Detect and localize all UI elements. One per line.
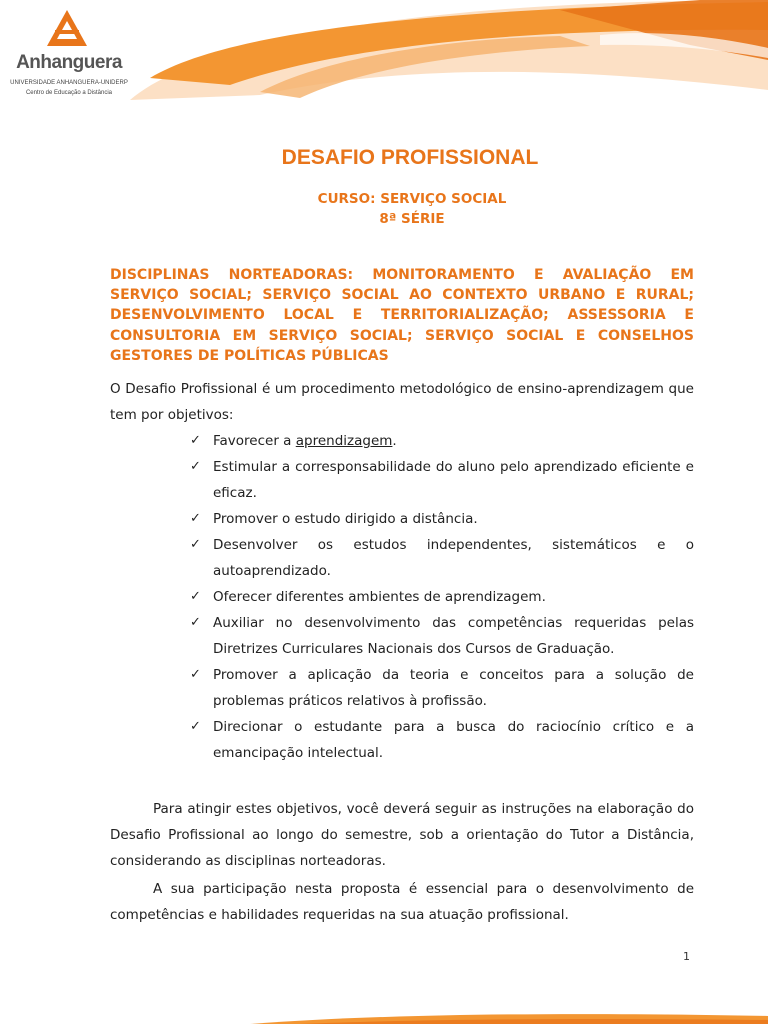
list-item xyxy=(190,714,694,766)
checkmark-icon: ✓ xyxy=(190,615,201,630)
list-item xyxy=(190,662,694,714)
objective-text-start: Favorecer a xyxy=(213,433,296,449)
checkmark-icon: ✓ xyxy=(190,719,201,734)
objective-text: Estimular a corresponsabilidade do aluno pelo aprendizado eficiente e eficaz. xyxy=(213,459,694,501)
series-heading: 8ª SÉRIE xyxy=(379,211,445,227)
checkmark-icon: ✓ xyxy=(190,667,201,682)
brand-university: UNIVERSIDADE ANHANGUERA-UNIDERP xyxy=(10,80,128,86)
checkmark-icon: ✓ xyxy=(190,511,201,526)
intro-paragraph: O Desafio Profissional é um procedimento metodológico de ensino-aprendizagem que tem por objetivos: xyxy=(110,381,694,423)
brand-name: Anhanguera xyxy=(16,52,122,73)
objective-link[interactable]: aprendizagem xyxy=(295,433,393,449)
list-item xyxy=(190,584,694,610)
list-item xyxy=(190,506,694,532)
footer-decoration xyxy=(0,1000,768,1024)
objective-text: Desenvolver os estudos independentes, sistemáticos e o autoaprendizado. xyxy=(213,537,694,579)
objectives-list xyxy=(190,428,694,766)
objective-text: Promover o estudo dirigido a distância. xyxy=(213,511,478,527)
list-item xyxy=(190,428,694,454)
body-paragraph-objectives: Para atingir estes objetivos, você deverá seguir as instruções na elaboração do Desafio Profissional ao longo do semestre, sob a orientação do Tutor a Distância, considerando as disciplinas norteadoras. xyxy=(110,801,694,869)
objective-text: Direcionar o estudante para a busca do raciocínio crítico e a emancipação intelectual. xyxy=(213,719,694,761)
objective-text-end: . xyxy=(392,433,397,449)
objective-text: Promover a aplicação da teoria e conceitos para a solução de problemas práticos relativos à profissão. xyxy=(213,667,694,709)
checkmark-icon: ✓ xyxy=(190,459,201,474)
document-title: DESAFIO PROFISSIONAL xyxy=(281,146,539,169)
list-item xyxy=(190,532,694,584)
disciplines-heading: DISCIPLINAS NORTEADORAS: MONITORAMENTO E AVALIAÇÃO EM SERVIÇO SOCIAL; SERVIÇO SOCIAL AO CONTEXTO URBANO E RURAL; DESENVOLVIMENTO LOCAL E TERRITORIALIZAÇÃO; ASSESSORIA E CONSULTORIA EM SERVIÇO SOCIAL; SERVIÇO SOCIAL E CONSELHOS GESTORES DE POLÍTICAS PÚBLICAS xyxy=(110,267,694,364)
anhanguera-logo-icon xyxy=(47,10,87,52)
checkmark-icon: ✓ xyxy=(190,537,201,552)
brand-center: Centro de Educação a Distância xyxy=(25,90,113,96)
course-heading: CURSO: SERVIÇO SOCIAL xyxy=(317,191,507,207)
body-paragraph-participation: A sua participação nesta proposta é essencial para o desenvolvimento de competências e habilidades requeridas na sua atuação profissional. xyxy=(110,881,694,923)
page-number: 1 xyxy=(683,950,690,963)
anhanguera-logo xyxy=(10,10,128,100)
list-item xyxy=(190,454,694,506)
checkmark-icon: ✓ xyxy=(190,433,201,448)
checkmark-icon: ✓ xyxy=(190,589,201,604)
objective-text: Oferecer diferentes ambientes de aprendizagem. xyxy=(213,589,546,605)
objective-text: Auxiliar no desenvolvimento das competências requeridas pelas Diretrizes Curriculares Nacionais dos Cursos de Graduação. xyxy=(213,615,694,657)
list-item xyxy=(190,610,694,662)
